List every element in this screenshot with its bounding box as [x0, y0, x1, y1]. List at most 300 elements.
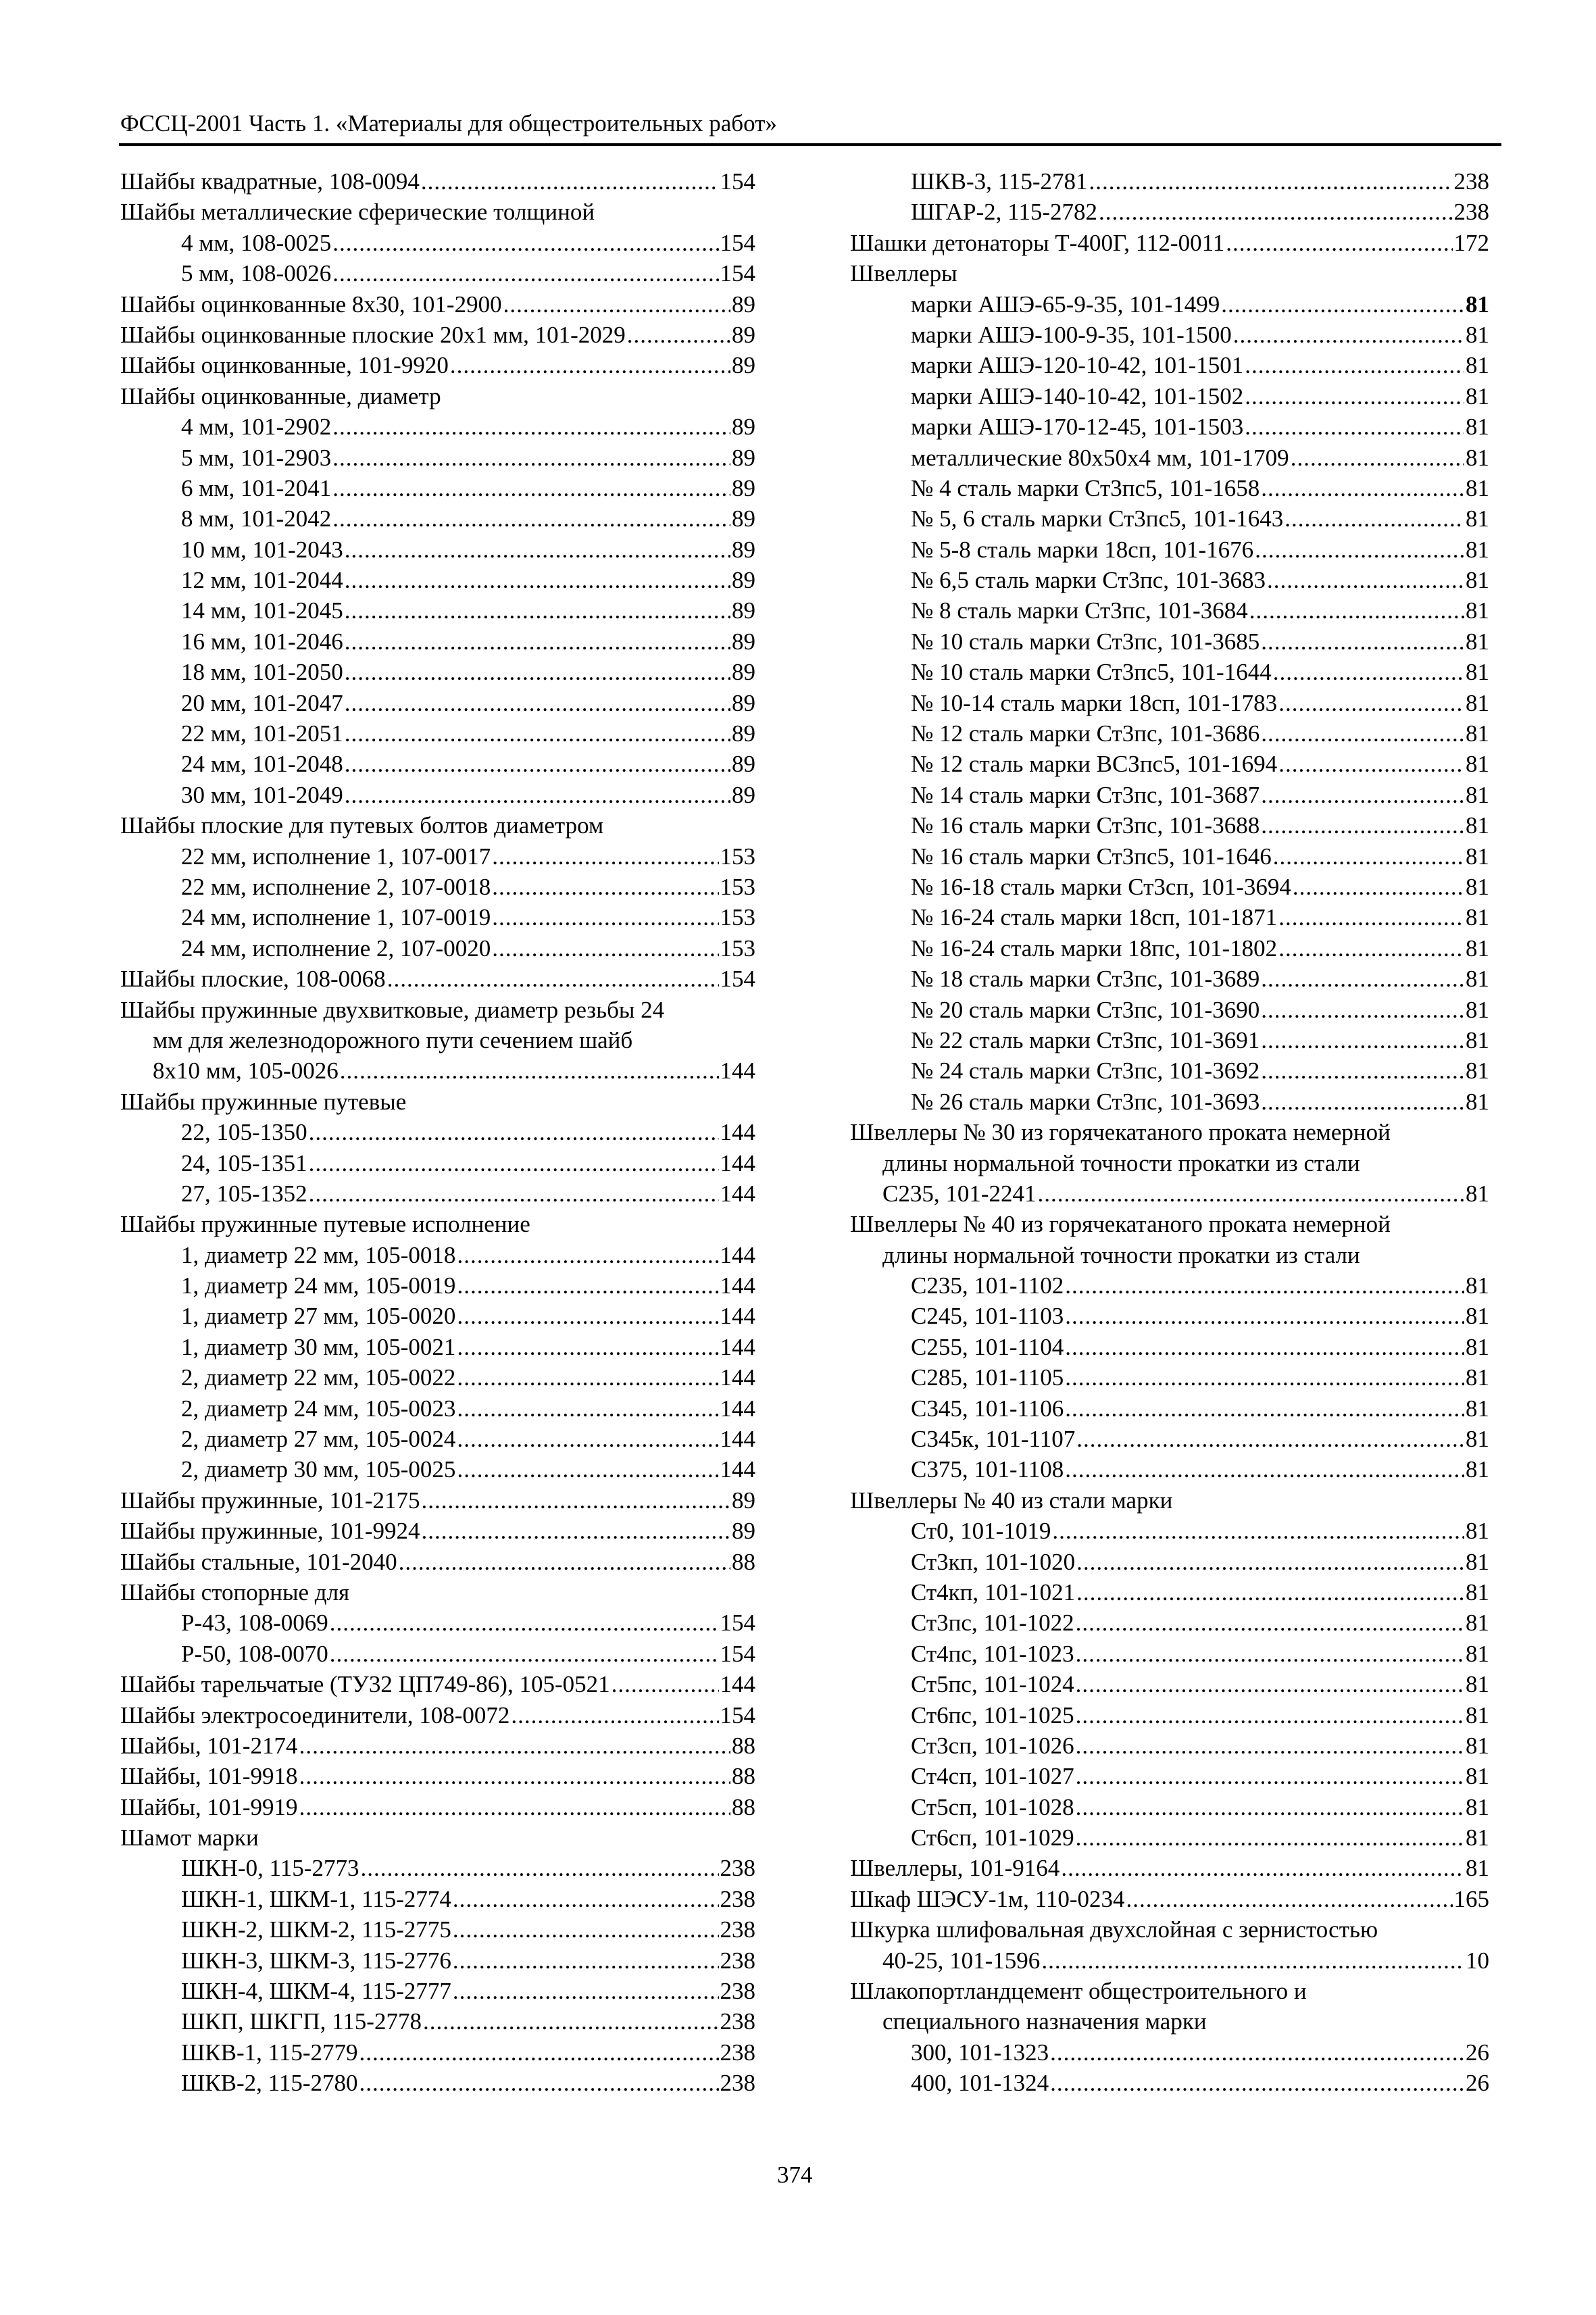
- index-entry: [120, 2068, 755, 2098]
- dot-leader: [1065, 1301, 1464, 1331]
- dot-leader: [1038, 1178, 1465, 1209]
- index-entry: [850, 1914, 1489, 1945]
- entry-label: 6 мм, 101-2041: [181, 474, 332, 501]
- entry-label: 24 мм, исполнение 2, 107-0020: [181, 935, 491, 962]
- dot-leader: [1293, 872, 1464, 902]
- index-entry: [120, 995, 755, 1025]
- entry-page-ref: 238: [1453, 199, 1489, 226]
- entry-page-ref: 88: [732, 1793, 755, 1820]
- index-entry: [850, 166, 1489, 197]
- entry-label: № 5, 6 сталь марки Ст3пс5, 101-1643: [911, 505, 1284, 532]
- entry-label: № 18 сталь марки Ст3пс, 101-3689: [911, 966, 1260, 993]
- dot-leader: [1221, 289, 1464, 320]
- entry-label: Швеллеры № 40 из горячекатаного проката немерной: [850, 1211, 1391, 1238]
- dot-leader: [612, 1669, 719, 1699]
- entry-label: Шайбы, 101-2174: [120, 1732, 298, 1759]
- dot-leader: [1245, 412, 1464, 442]
- index-entry: [850, 197, 1489, 227]
- dot-leader: [457, 1454, 718, 1485]
- index-entry: [850, 2068, 1489, 2098]
- index-entry: [850, 1547, 1489, 1577]
- index-entry: [120, 1608, 755, 1638]
- entry-label: ШКВ-3, 115-2781: [911, 168, 1088, 195]
- entry-label: 1, диаметр 30 мм, 105-0021: [181, 1333, 456, 1360]
- index-entry: [850, 902, 1489, 932]
- entry-label: № 16-18 сталь марки Ст3сп, 101-3694: [911, 873, 1291, 900]
- dot-leader: [503, 289, 730, 320]
- dot-leader: [1076, 1547, 1464, 1577]
- index-entry: [120, 1914, 755, 1945]
- entry-label: Шайбы электросоединители, 108-0072: [120, 1701, 510, 1728]
- entry-label: 14 мм, 101-2045: [181, 597, 343, 624]
- entry-label: 22 мм, 101-2051: [181, 720, 343, 747]
- index-entry: [850, 1240, 1489, 1270]
- dot-leader: [457, 1270, 718, 1301]
- index-entry: [120, 565, 755, 595]
- index-entry: [850, 1608, 1489, 1638]
- entry-page-ref: 144: [720, 1149, 755, 1176]
- entry-label: мм для железнодорожного пути сечением шайб: [153, 1026, 633, 1053]
- index-entry: [850, 1393, 1489, 1424]
- index-entry: [120, 1884, 755, 1914]
- index-entry: [850, 718, 1489, 749]
- entry-label: ШКН-0, 115-2773: [181, 1855, 359, 1882]
- entry-label: Шайбы стальные, 101-2040: [120, 1548, 397, 1575]
- index-entry: [120, 1669, 755, 1699]
- entry-label: Ст4сп, 101-1027: [911, 1763, 1074, 1790]
- entry-page-ref: 89: [732, 1487, 755, 1514]
- dot-leader: [421, 166, 719, 197]
- entry-label: марки АШЭ-170-12-45, 101-1503: [911, 414, 1244, 441]
- entry-label: Ст5сп, 101-1028: [911, 1793, 1074, 1820]
- dot-leader: [345, 657, 730, 687]
- index-entry: [120, 320, 755, 350]
- index-entry: [850, 473, 1489, 503]
- index-entry: [120, 1240, 755, 1270]
- entry-page-ref: 81: [1466, 1824, 1489, 1851]
- entry-page-ref: 81: [1466, 1426, 1489, 1453]
- dot-leader: [1099, 197, 1453, 227]
- entry-label: 5 мм, 101-2903: [181, 444, 332, 471]
- entry-label: Шайбы пружинные путевые: [120, 1088, 407, 1115]
- entry-label: ШКН-3, ШКМ-3, 115-2776: [181, 1947, 451, 1974]
- entry-label: Ст5пс, 101-1024: [911, 1671, 1074, 1698]
- entry-label: 300, 101-1323: [911, 2039, 1049, 2066]
- index-entry: [850, 749, 1489, 779]
- entry-label: 2, диаметр 27 мм, 105-0024: [181, 1426, 456, 1453]
- dot-leader: [1050, 2037, 1464, 2068]
- index-entry: [850, 1087, 1489, 1117]
- dot-leader: [1245, 381, 1464, 412]
- index-entry: [120, 1087, 755, 1117]
- index-entry: [120, 1516, 755, 1546]
- index-entry: [850, 228, 1489, 258]
- index-entry: [850, 688, 1489, 718]
- entry-label: Шайбы тарельчатые (ТУ32 ЦП749-86), 105-0521: [120, 1671, 610, 1698]
- entry-page-ref: 81: [1466, 567, 1489, 594]
- entry-page-ref: 144: [720, 1303, 755, 1330]
- index-entry: [120, 503, 755, 534]
- entry-page-ref: 89: [732, 352, 755, 379]
- entry-label: № 6,5 сталь марки Ст3пс, 101-3683: [911, 567, 1266, 594]
- entry-page-ref: 81: [1466, 1763, 1489, 1790]
- index-entry: [120, 1792, 755, 1822]
- entry-label: марки АШЭ-120-10-42, 101-1501: [911, 352, 1244, 379]
- entry-page-ref: 154: [720, 260, 755, 287]
- entry-label: № 14 сталь марки Ст3пс, 101-3687: [911, 781, 1260, 808]
- entry-label: № 24 сталь марки Ст3пс, 101-3692: [911, 1057, 1260, 1085]
- dot-leader: [1076, 1792, 1464, 1822]
- dot-leader: [1065, 1454, 1464, 1485]
- entry-page-ref: 26: [1466, 2070, 1489, 2097]
- entry-page-ref: 81: [1466, 904, 1489, 931]
- entry-page-ref: 89: [732, 414, 755, 441]
- index-entry: [120, 1945, 755, 1976]
- index-entry: [120, 1424, 755, 1454]
- dot-leader: [422, 1485, 730, 1516]
- dot-leader: [1065, 1393, 1464, 1424]
- entry-label: № 10-14 сталь марки 18сп, 101-1783: [911, 689, 1278, 716]
- dot-leader: [1076, 1424, 1464, 1454]
- dot-leader: [1041, 1945, 1464, 1976]
- entry-page-ref: 81: [1466, 352, 1489, 379]
- entry-label: ШКВ-1, 115-2779: [181, 2039, 358, 2066]
- dot-leader: [457, 1240, 718, 1270]
- entry-label: 4 мм, 108-0025: [181, 229, 332, 256]
- dot-leader: [332, 412, 730, 442]
- entry-label: марки АШЭ-100-9-35, 101-1500: [911, 321, 1232, 348]
- index-entry: [120, 289, 755, 320]
- entry-label: Шайбы плоские для путевых болтов диаметром: [120, 812, 604, 839]
- entry-page-ref: 81: [1466, 1578, 1489, 1605]
- entry-page-ref: 144: [720, 1456, 755, 1483]
- index-entry: [850, 1669, 1489, 1699]
- entry-page-ref: 81: [1466, 505, 1489, 532]
- entry-label: 24, 105-1351: [181, 1149, 307, 1176]
- dot-leader: [345, 595, 730, 626]
- entry-page-ref: 81: [1466, 382, 1489, 409]
- index-entry: [120, 534, 755, 565]
- entry-page-ref: 81: [1466, 414, 1489, 441]
- entry-label: ШКН-2, ШКМ-2, 115-2775: [181, 1916, 451, 1943]
- dot-leader: [345, 688, 730, 718]
- entry-label: 1, диаметр 22 мм, 105-0018: [181, 1241, 456, 1268]
- dot-leader: [299, 1731, 730, 1761]
- index-entry: [120, 473, 755, 503]
- entry-label: Шайбы, 101-9918: [120, 1763, 298, 1790]
- entry-label: № 22 сталь марки Ст3пс, 101-3691: [911, 1026, 1260, 1053]
- entry-label: Ст4пс, 101-1023: [911, 1640, 1074, 1667]
- entry-page-ref: 89: [732, 1518, 755, 1545]
- entry-label: 1, диаметр 27 мм, 105-0020: [181, 1303, 456, 1330]
- entry-page-ref: 81: [1466, 474, 1489, 501]
- entry-label: 400, 101-1324: [911, 2070, 1049, 2097]
- index-entry: [850, 289, 1489, 320]
- entry-label: Шайбы плоские, 108-0068: [120, 966, 386, 993]
- index-entry: [120, 1454, 755, 1485]
- index-entry: [120, 841, 755, 872]
- dot-leader: [1076, 1577, 1464, 1608]
- entry-page-ref: 81: [1466, 1272, 1489, 1299]
- entry-label: 8 мм, 101-2042: [181, 505, 332, 532]
- index-entry: [850, 1761, 1489, 1791]
- dot-leader: [1076, 1608, 1464, 1638]
- dot-leader: [1261, 1025, 1464, 1055]
- index-entry: [120, 2037, 755, 2068]
- entry-label: № 10 сталь марки Ст3пс, 101-3685: [911, 628, 1260, 655]
- index-entry: [850, 443, 1489, 473]
- dot-leader: [1278, 688, 1464, 718]
- index-entry: [120, 902, 755, 932]
- entry-page-ref: 81: [1466, 1518, 1489, 1545]
- index-entry: [850, 780, 1489, 810]
- entry-page-ref: 89: [732, 505, 755, 532]
- index-entry: [850, 1117, 1489, 1147]
- entry-label: С245, 101-1103: [911, 1303, 1064, 1330]
- entry-label: Швеллеры № 40 из стали марки: [850, 1487, 1173, 1514]
- dot-leader: [345, 626, 730, 657]
- entry-page-ref: 89: [732, 291, 755, 318]
- index-entry: [850, 412, 1489, 442]
- entry-page-ref: 81: [1466, 1855, 1489, 1882]
- entry-page-ref: 81: [1466, 966, 1489, 993]
- entry-page-ref: 81: [1466, 1333, 1489, 1360]
- index-entry: [120, 657, 755, 687]
- entry-page-ref: 81: [1466, 996, 1489, 1023]
- dot-leader: [345, 534, 730, 565]
- entry-label: 8x10 мм, 105-0026: [153, 1057, 339, 1085]
- index-entry: [850, 1454, 1489, 1485]
- dot-leader: [1249, 595, 1464, 626]
- index-entry: [850, 1792, 1489, 1822]
- entry-label: № 26 сталь марки Ст3пс, 101-3693: [911, 1088, 1260, 1115]
- entry-label: Шайбы оцинкованные, диаметр: [120, 382, 441, 409]
- entry-label: 22 мм, исполнение 1, 107-0017: [181, 843, 491, 870]
- index-entry: [120, 872, 755, 902]
- entry-label: 18 мм, 101-2050: [181, 659, 343, 686]
- entry-label: ШГАР-2, 115-2782: [911, 199, 1097, 226]
- dot-leader: [457, 1332, 718, 1362]
- entry-label: Ст4кп, 101-1021: [911, 1578, 1076, 1605]
- entry-label: С285, 101-1105: [911, 1364, 1064, 1391]
- dot-leader: [1076, 1761, 1464, 1791]
- entry-label: С235, 101-2241: [882, 1180, 1037, 1207]
- entry-page-ref: 238: [720, 1947, 755, 1974]
- entry-label: № 20 сталь марки Ст3пс, 101-3690: [911, 996, 1260, 1023]
- entry-label: ШКН-4, ШКМ-4, 115-2777: [181, 1978, 451, 2005]
- entry-page-ref: 81: [1466, 1456, 1489, 1483]
- entry-label: Швеллеры, 101-9164: [850, 1855, 1060, 1882]
- index-entry: [120, 1485, 755, 1516]
- entry-page-ref: 238: [720, 2070, 755, 2097]
- dot-leader: [387, 964, 719, 994]
- index-entry: [850, 1853, 1489, 1883]
- entry-page-ref: 89: [732, 474, 755, 501]
- entry-label: 20 мм, 101-2047: [181, 689, 343, 716]
- dot-leader: [399, 1547, 730, 1577]
- entry-page-ref: 88: [732, 1548, 755, 1575]
- entry-page-ref: 153: [720, 904, 755, 931]
- dot-leader: [457, 1424, 718, 1454]
- index-entry: [850, 1731, 1489, 1761]
- entry-label: С255, 101-1104: [911, 1333, 1064, 1360]
- dot-leader: [1061, 1853, 1464, 1883]
- entry-page-ref: 81: [1466, 843, 1489, 870]
- entry-page-ref: 81: [1466, 321, 1489, 348]
- entry-page-ref: 26: [1466, 2039, 1489, 2066]
- entry-page-ref: 144: [720, 1333, 755, 1360]
- header-rule: [119, 143, 1501, 146]
- dot-leader: [309, 1117, 719, 1147]
- index-entry: [850, 534, 1489, 565]
- entry-label: марки АШЭ-140-10-42, 101-1502: [911, 382, 1244, 409]
- dot-leader: [492, 902, 718, 932]
- index-entry: [120, 1639, 755, 1669]
- entry-label: 24 мм, исполнение 1, 107-0019: [181, 904, 491, 931]
- dot-leader: [1291, 443, 1464, 473]
- index-entry: [120, 1270, 755, 1301]
- entry-page-ref: 88: [732, 1763, 755, 1790]
- entry-page-ref: 10: [1466, 1947, 1489, 1974]
- entry-label: Шлакопортландцемент общестроительного и: [850, 1978, 1307, 2005]
- entry-label: 4 мм, 101-2902: [181, 414, 332, 441]
- index-entry: [850, 1270, 1489, 1301]
- dot-leader: [453, 1914, 719, 1945]
- entry-label: Ст3сп, 101-1026: [911, 1732, 1074, 1759]
- entry-label: № 12 сталь марки ВСЗпс5, 101-1694: [911, 751, 1278, 778]
- dot-leader: [1089, 166, 1453, 197]
- dot-leader: [299, 1761, 730, 1791]
- dot-leader: [1261, 1055, 1464, 1086]
- entry-label: ШКН-1, ШКМ-1, 115-2774: [181, 1885, 451, 1912]
- index-entry: [120, 1393, 755, 1424]
- index-entry: [120, 228, 755, 258]
- index-column-right: [850, 166, 1489, 2099]
- dot-leader: [453, 1884, 719, 1914]
- dot-leader: [1261, 964, 1464, 994]
- entry-page-ref: 81: [1466, 781, 1489, 808]
- dot-leader: [492, 933, 718, 964]
- dot-leader: [457, 1362, 718, 1393]
- index-entry: [120, 412, 755, 442]
- index-entry: [120, 1209, 755, 1239]
- dot-leader: [345, 749, 730, 779]
- index-entry: [120, 1148, 755, 1178]
- index-entry: [120, 1822, 755, 1853]
- entry-label: специального назначения марки: [882, 2008, 1207, 2035]
- index-entry: [120, 810, 755, 841]
- entry-page-ref: 154: [720, 1701, 755, 1728]
- index-entry: [850, 1209, 1489, 1239]
- index-entry: [850, 2006, 1489, 2037]
- entry-label: 22, 105-1350: [181, 1119, 307, 1146]
- dot-leader: [453, 1945, 719, 1976]
- page-number: 374: [777, 2162, 813, 2188]
- dot-leader: [450, 350, 730, 380]
- entry-page-ref: 88: [732, 1732, 755, 1759]
- dot-leader: [1261, 473, 1464, 503]
- index-entry: [850, 1639, 1489, 1669]
- dot-leader: [1261, 1087, 1464, 1117]
- entry-label: Шайбы оцинкованные 8x30, 101-2900: [120, 291, 502, 318]
- entry-page-ref: 154: [720, 229, 755, 256]
- entry-label: 12 мм, 101-2044: [181, 567, 343, 594]
- entry-label: Шайбы оцинкованные, 101-9920: [120, 352, 449, 379]
- index-entry: [120, 1700, 755, 1731]
- entry-label: 16 мм, 101-2046: [181, 628, 343, 655]
- entry-label: 22 мм, исполнение 2, 107-0018: [181, 873, 491, 900]
- entry-label: Шайбы, 101-9919: [120, 1793, 298, 1820]
- entry-page-ref: 144: [720, 1057, 755, 1085]
- entry-label: № 10 сталь марки Ст3пс5, 101-1644: [911, 659, 1272, 686]
- entry-label: марки АШЭ-65-9-35, 101-1499: [911, 291, 1220, 318]
- index-entry: [120, 258, 755, 289]
- entry-label: 5 мм, 108-0026: [181, 260, 332, 287]
- entry-page-ref: 238: [1453, 168, 1489, 195]
- entry-label: С235, 101-1102: [911, 1272, 1064, 1299]
- entry-page-ref: 238: [720, 1916, 755, 1943]
- dot-leader: [360, 1853, 718, 1883]
- entry-page-ref: 144: [720, 1671, 755, 1698]
- entry-label: 40-25, 101-1596: [882, 1947, 1041, 1974]
- dot-leader: [511, 1700, 718, 1731]
- dot-leader: [299, 1792, 730, 1822]
- entry-label: № 4 сталь марки Ст3пс5, 101-1658: [911, 474, 1260, 501]
- entry-page-ref: 81: [1466, 1732, 1489, 1759]
- dot-leader: [1065, 1270, 1464, 1301]
- entry-page-ref: 144: [720, 1272, 755, 1299]
- entry-page-ref: 81: [1466, 1303, 1489, 1330]
- entry-label: 30 мм, 101-2049: [181, 781, 343, 808]
- dot-leader: [330, 1639, 719, 1669]
- entry-page-ref: 81: [1466, 935, 1489, 962]
- entry-page-ref: 144: [720, 1364, 755, 1391]
- index-entry: [850, 1822, 1489, 1853]
- dot-leader: [422, 1516, 730, 1546]
- entry-label: Ст6сп, 101-1029: [911, 1824, 1074, 1851]
- entry-label: № 12 сталь марки Ст3пс, 101-3686: [911, 720, 1260, 747]
- dot-leader: [1065, 1362, 1464, 1393]
- entry-page-ref: 89: [732, 751, 755, 778]
- entry-page-ref: 81: [1466, 1640, 1489, 1667]
- entry-page-ref: 81: [1466, 628, 1489, 655]
- entry-page-ref: 89: [732, 597, 755, 624]
- entry-label: Шашки детонаторы Т-400Г, 112-0011: [850, 229, 1225, 256]
- dot-leader: [345, 565, 730, 595]
- entry-label: ШКВ-2, 115-2780: [181, 2070, 358, 2097]
- entry-label: Шайбы пружинные, 101-2175: [120, 1487, 420, 1514]
- dot-leader: [1076, 1669, 1464, 1699]
- index-entry: [120, 1117, 755, 1147]
- index-entry: [120, 1976, 755, 2006]
- index-entry: [120, 1055, 755, 1086]
- entry-page-ref: 81: [1466, 873, 1489, 900]
- dot-leader: [332, 473, 730, 503]
- entry-page-ref: 89: [732, 720, 755, 747]
- entry-page-ref: 81: [1466, 1180, 1489, 1207]
- entry-page-ref: 238: [720, 1855, 755, 1882]
- index-entry: [850, 565, 1489, 595]
- entry-label: Шайбы пружинные двухвитковые, диаметр резьбы 24: [120, 996, 665, 1023]
- entry-page-ref: 81: [1466, 444, 1489, 471]
- index-entry: [120, 595, 755, 626]
- entry-page-ref: 89: [732, 628, 755, 655]
- entry-label: 24 мм, 101-2048: [181, 751, 343, 778]
- index-entry: [850, 626, 1489, 657]
- index-entry: [120, 933, 755, 964]
- entry-label: № 16 сталь марки Ст3пс, 101-3688: [911, 812, 1260, 839]
- entry-page-ref: 81: [1466, 1088, 1489, 1115]
